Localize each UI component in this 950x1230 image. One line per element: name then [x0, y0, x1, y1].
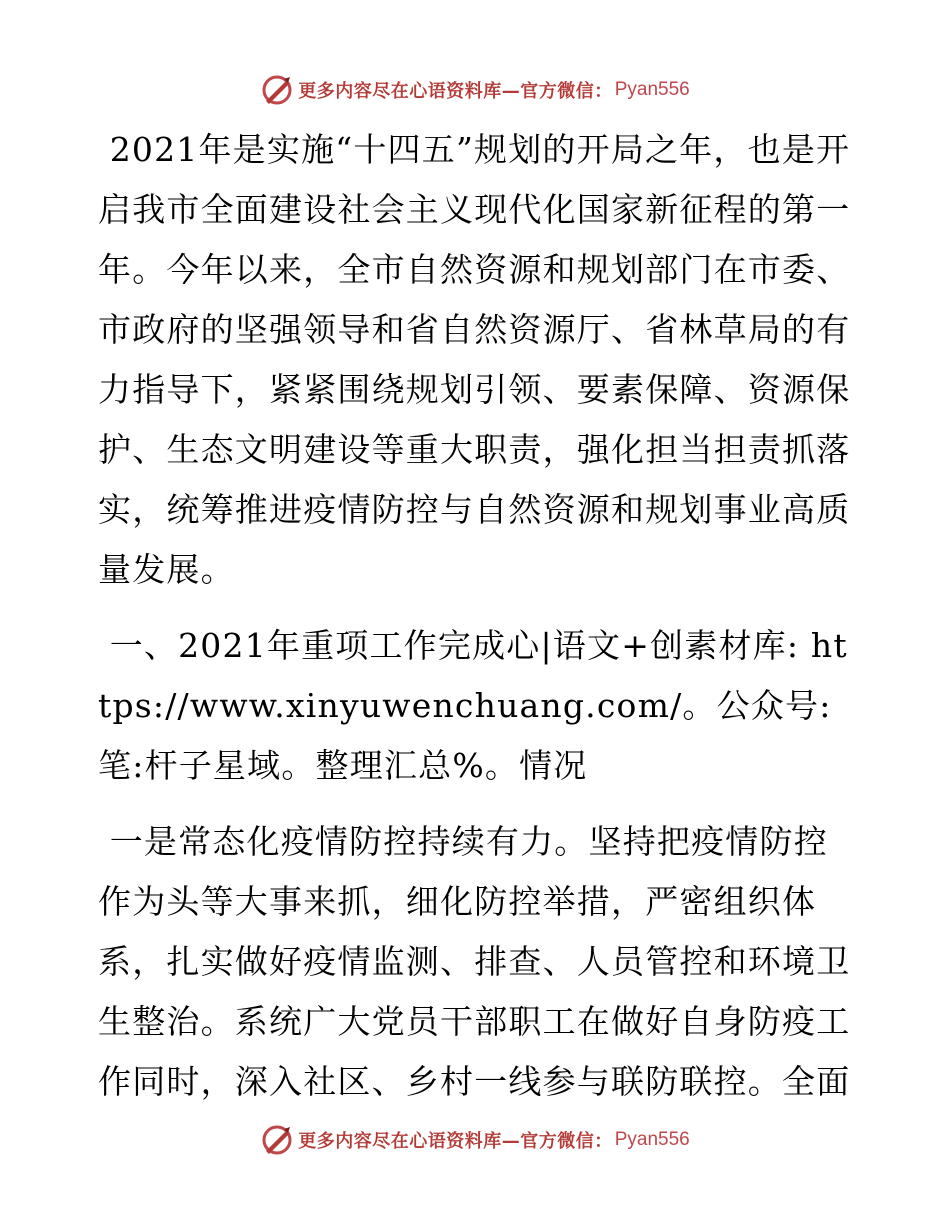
- banner-text: 更多内容尽在心语资料库—官方微信：: [298, 1131, 613, 1152]
- paragraph-intro: 2021年是实施“十四五”规划的开局之年，也是开启我市全面建设社会主义现代化国家新征程的第一年。今年以来，全市自然资源和规划部门在市委、市政府的坚强领导和省自然资源厅、省林草局的有力指导下，紧紧围绕规划引领、要素保障、资源保护、生态文明建设等重大职责，强化担当担责抓落实，统筹推进疫情防控与自然资源和规划事业高质量发展。: [98, 130, 851, 589]
- banner-text: 更多内容尽在心语资料库—官方微信：: [298, 81, 613, 102]
- paragraph-epidemic-control: 一是常态化疫情防控持续有力。坚持把疫情防控作为头等大事来抓，细化防控举措，严密组织体系，扎实做好疫情监测、排查、人员管控和环境卫生整治。系统广大党员干部职工在做好自身防疫工作同时，深入社区、乡村一线参与联防联控。全面: [98, 822, 851, 1101]
- pen-logo-icon: [260, 73, 294, 107]
- paragraph-section-heading: 一、2021年重项工作完成心|语文+创素材库: https://www.xinyuwenchuang.com/。公众号: 笔:杆子星域。整理汇总%。情况: [98, 626, 848, 785]
- pen-logo-icon: [260, 1123, 294, 1157]
- document-body: [98, 120, 858, 1112]
- banner-wechat-id: Pyan556: [614, 79, 690, 100]
- banner-wechat-id: Pyan556: [614, 1129, 690, 1150]
- footer-watermark-banner: [0, 1120, 950, 1160]
- header-watermark-banner: [0, 70, 950, 110]
